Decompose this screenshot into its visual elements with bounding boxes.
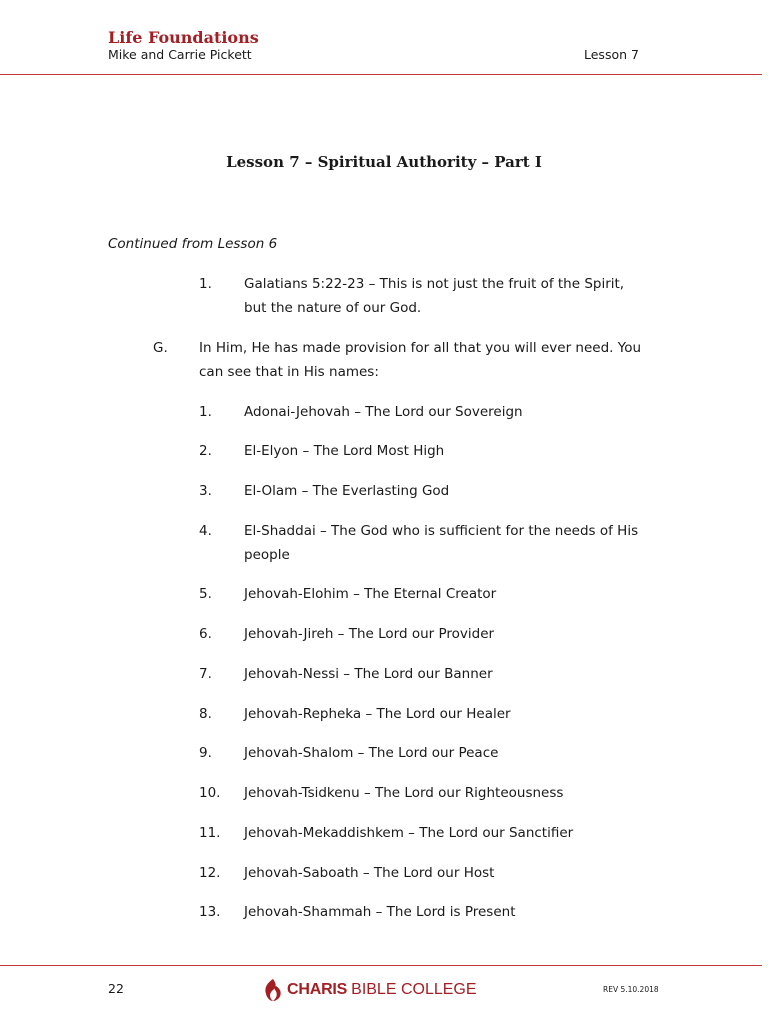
item-marker: 9. — [199, 745, 212, 761]
item-marker: 10. — [199, 785, 221, 801]
item-marker: 11. — [199, 825, 221, 841]
flame-icon — [262, 978, 284, 1002]
item-text-line: people — [244, 547, 290, 563]
item-text-line: Jehovah-Saboath – The Lord our Host — [244, 865, 495, 881]
footer-page-number: 22 — [108, 981, 124, 996]
item-text-line: El-Olam – The Everlasting God — [244, 483, 450, 499]
item-text-line: El-Elyon – The Lord Most High — [244, 443, 445, 459]
logo-charis-text: CHARIS — [287, 981, 348, 998]
item-text-line: In Him, He has made provision for all that you will ever need. You — [199, 340, 642, 356]
item-marker: 2. — [199, 443, 212, 459]
item-marker: 8. — [199, 706, 212, 722]
item-marker: G. — [153, 340, 168, 356]
item-text-line: Jehovah-Shammah – The Lord is Present — [244, 904, 516, 920]
item-text-line: Adonai-Jehovah – The Lord our Sovereign — [244, 404, 523, 420]
footer-rule — [0, 965, 762, 966]
item-text-line: Jehovah-Repheka – The Lord our Healer — [244, 706, 511, 722]
item-text-line: Jehovah-Mekaddishkem – The Lord our Sanctifier — [244, 825, 574, 841]
logo-college-text: BIBLE COLLEGE — [351, 981, 477, 998]
item-text-line: can see that in His names: — [199, 364, 379, 380]
header-brand: Life Foundations — [108, 28, 259, 47]
item-marker: 12. — [199, 865, 221, 881]
header-lesson-label: Lesson 7 — [584, 47, 639, 62]
item-text-line: Galatians 5:22-23 – This is not just the fruit of the Spirit, — [244, 276, 625, 292]
item-marker: 13. — [199, 904, 221, 920]
item-text-line: but the nature of our God. — [244, 300, 422, 316]
lesson-title: Lesson 7 – Spiritual Authority – Part I — [226, 153, 542, 171]
continued-note: Continued from Lesson 6 — [108, 236, 278, 252]
footer-revision: REV 5.10.2018 — [603, 985, 659, 994]
item-text-line: Jehovah-Shalom – The Lord our Peace — [244, 745, 499, 761]
item-text-line: Jehovah-Jireh – The Lord our Provider — [244, 626, 495, 642]
item-text-line: Jehovah-Nessi – The Lord our Banner — [244, 666, 493, 682]
item-marker: 1. — [199, 276, 212, 292]
item-marker: 4. — [199, 523, 212, 539]
item-text-line: El-Shaddai – The God who is sufficient for the needs of His — [244, 523, 639, 539]
item-marker: 3. — [199, 483, 212, 499]
item-text-line: Jehovah-Tsidkenu – The Lord our Righteousness — [244, 785, 564, 801]
footer-logo — [262, 978, 477, 1002]
item-marker: 1. — [199, 404, 212, 420]
item-text-line: Jehovah-Elohim – The Eternal Creator — [244, 586, 497, 602]
item-marker: 5. — [199, 586, 212, 602]
header-authors: Mike and Carrie Pickett — [108, 47, 252, 62]
item-marker: 6. — [199, 626, 212, 642]
item-marker: 7. — [199, 666, 212, 682]
header-rule — [0, 74, 762, 75]
